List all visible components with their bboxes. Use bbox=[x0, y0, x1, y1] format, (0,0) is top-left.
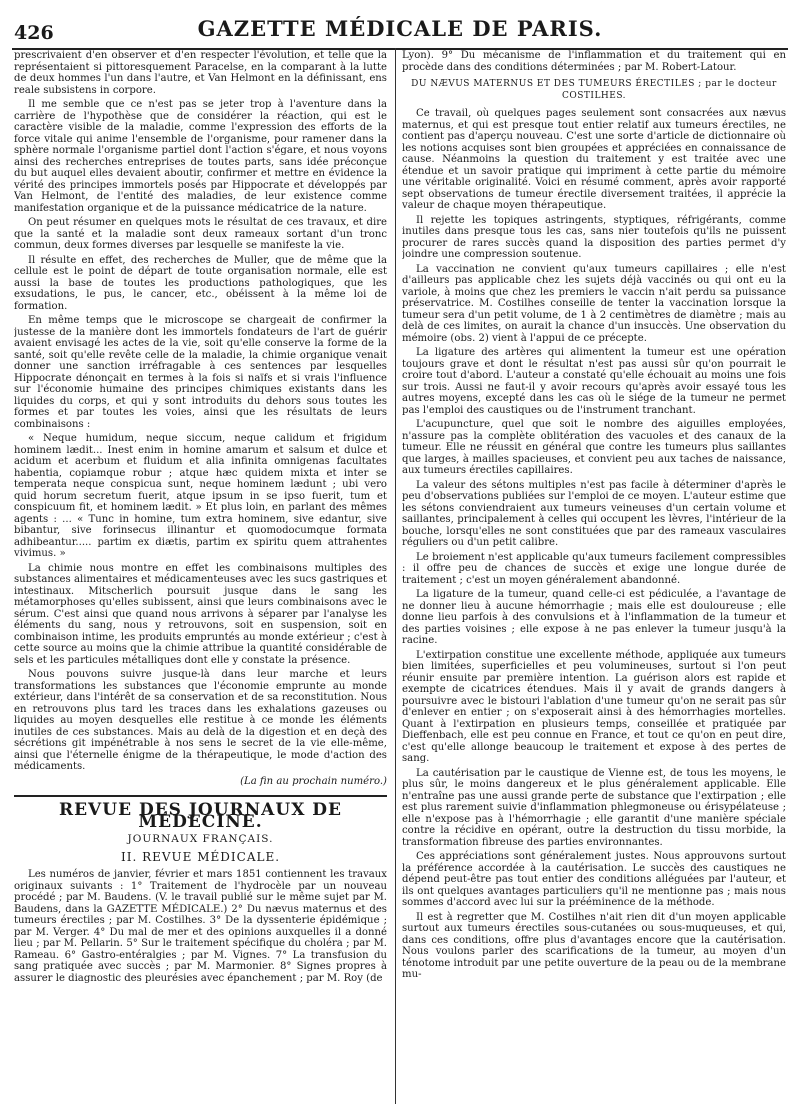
paragraph: Il est à regretter que M. Costilhes n'ait rien dit d'un moyen applicable surtout aux tumeurs érectiles sous-cutanées ou sous-muqueuses, et qui, dans ces conditions, offre plus d'avantages encore que la cautérisation. Nous voulons parler des scarifications de la tumeur, au moyen d'un ténotome introduit par une petite ouverture de la peau ou de la membrane mu- bbox=[402, 911, 786, 980]
paragraph: Lyon). 9° Du mécanisme de l'inflammation et du traitement qui en procède dans des conditions déterminées ; par M. Robert-Latour. bbox=[402, 50, 786, 73]
paragraph: Ces appréciations sont généralement justes. Nous approuvons surtout la préférence accordée à la cautérisation. Le succès des caustiques ne dépend peut-être pas tout entier des conditions alléguées par l'auteur, et ils ont quelques avantages particuliers qu'il ne mentionne pas ; mais nous sommes d'accord avec lui sur la prééminence de la méthode. bbox=[402, 851, 786, 908]
paragraph: La ligature des artères qui alimentent la tumeur est une opération toujours grave et dont le résultat n'est pas aussi sûr qu'on pourrait le croire tout d'abord. L'auteur a constaté qu'elle échouait au moins une fois sur trois. Aussi ne faut-il y avoir recours qu'après avoir essayé tous les autres moyens, excepté dans les cas où le siége de la tumeur ne permet pas l'emploi des caustiques ou de l'instrument tranchant. bbox=[402, 347, 786, 416]
section-rule bbox=[14, 795, 387, 797]
paragraph: La chimie nous montre en effet les combinaisons multiples des substances alimentaires et médicamenteuses avec les sucs gastriques et intestinaux. Mitscherlich poursuit jusque dans le sang les métamorphoses qu'elles subissent, ainsi que leurs combinaisons avec le sérum. C'est ainsi que quand nous arrivons à séparer par l'analyse les éléments du sang, nous y retrouvons, soit en suspension, soit en combinaison intime, les produits empruntés au monde extérieur ; c'est à cette source au moins que la chimie attribue la quantité considérable de sels et les particules métalliques dont elle y constate la présence. bbox=[14, 562, 387, 666]
journal-title: GAZETTE MÉDICALE DE PARIS. bbox=[197, 16, 603, 41]
paragraph: En même temps que le microscope se chargeait de confirmer la justesse de la manière dont les immortels fondateurs de l'art de guérir avaient envisagé les actes de la vie, soit qu'elle conserve la forme de la santé, soit qu'elle revête celle de la maladie, la chimie organique venait donner une sanction irréfragable à ces sentences par lesquelles Hippocrate dénonçait en termes à la fois si naïfs et si vrais l'influence sur l'économie humaine des principes chimiques existants dans les liquides du corps, et qui y sont introduits du dehors sous toutes les formes et par toutes les voies, ainsi que les résultats de leurs combinaisons : bbox=[14, 315, 387, 430]
review-title: REVUE DES JOURNAUX DE MÉDECINE. bbox=[58, 800, 343, 832]
paragraph: Le broiement n'est applicable qu'aux tumeurs facilement compressibles : il offre peu de chances de succès et exige une longue durée de traitement ; c'est un moyen généralement abandonné. bbox=[402, 551, 786, 586]
paragraph: La ligature de la tumeur, quand celle-ci est pédiculée, a l'avantage de ne donner lieu à aucune hémorrhagie ; mais elle est douloureuse ; elle donne lieu parfois à des convulsions et à l'inflammation de la tumeur et des parties voisines ; elle expose à ne pas enlever la tumeur jusqu'à la racine. bbox=[402, 589, 786, 646]
journals-subtitle: JOURNAUX FRANÇAIS. bbox=[127, 833, 274, 845]
paragraph: Il rejette les topiques astringents, styptiques, réfrigérants, comme inutiles dans presque tous les cas, sans nier toutefois qu'ils ne puissent procurer de rares succès quand la disposition des parties permet d'y joindre une compression soutenue. bbox=[402, 214, 786, 260]
paragraph: L'extirpation constitue une excellente méthode, appliquée aux tumeurs bien limitées, superficielles et peu volumineuses, surtout si l'on peut réunir ensuite par première intention. La guérison alors est rapide et exempte de cicatrices étendues. Mais il y avait de grands dangers à poursuivre avec le bistouri l'ablation d'une tumeur qu'on ne serait pas sûr d'enlever en entier ; on s'exposerait ainsi à des hémorrhagies mortelles. Quant à l'extirpation en plusieurs temps, conseillée et pratiquée par Dieffenbach, elle est peu connue en France, et tout ce qu'on en peut dire, c'est qu'elle allonge beaucoup le traitement et expose à des pertes de sang. bbox=[402, 649, 786, 764]
article-title: DU NÆVUS MATERNUS ET DES TUMEURS ÉRECTILES ; par le docteur COSTILHES. bbox=[411, 79, 777, 101]
paragraph: La vaccination ne convient qu'aux tumeurs capillaires ; elle n'est d'ailleurs pas applicable chez les sujets déjà vaccinés ou qui ont eu la variole, à moins que chez les premiers le vaccin n'ait perdu sa puissance préservatrice. M. Costilhes conseille de tenter la vaccination lorsque la tumeur sera d'un petit volume, de 1 à 2 centimètres de diamètre ; mais au delà de ces limites, on aurait la chance d'un insuccès. Une observation du mémoire (obs. 2) vient à l'appui de ce précepte. bbox=[402, 263, 786, 344]
right-column bbox=[402, 50, 786, 1102]
paragraph: Les numéros de janvier, février et mars 1851 contiennent les travaux originaux suivants : 1° Traitement de l'hydrocèle par un nouveau procédé ; par M. Baudens. (V. le travail publié sur le même sujet par M. Baudens, dans la GAZETTE MÉDICALE.) 2° Du nævus maternus et des tumeurs érectiles ; par M. Costilhes. 3° De la dyssenterie épidémique ; par M. Verger. 4° Du mal de mer et des opinions auxquelles il a donné lieu ; par M. Pellarin. 5° Sur le traitement spécifique du choléra ; par M. Rameau. 6° Gastro-entéralgies ; par M. Vignes. 7° La transfusion du sang pratiquée avec succès ; par M. Marmonier. 8° Signes propres à assurer le diagnostic des pleurésies avec épanchement ; par M. Roy (de bbox=[14, 869, 387, 984]
left-column bbox=[14, 50, 387, 1102]
paragraph: La cautérisation par le caustique de Vienne est, de tous les moyens, le plus sûr, le moins dangereux et le plus généralement applicable. Elle n'entraîne pas une aussi grande perte de substance que l'extirpation ; elle est plus rarement suivie d'inflammation phlegmoneuse ou érisypélateuse ; elle n'expose pas à l'hémorrhagie ; elle garantit d'une manière spéciale contre la récidive en opérant, outre la destruction du tissu morbide, la transformation fibreuse des parties environnantes. bbox=[402, 767, 786, 848]
page-number: 426 bbox=[14, 22, 54, 44]
paragraph: L'acupuncture, quel que soit le nombre des aiguilles employées, n'assure pas la complète oblitération des vacuoles et des canaux de la tumeur. Elle ne réussit en général que contre les tumeurs plus saillantes que larges, à mailles spacieuses, et convient peu aux taches de naissance, aux tumeurs érectiles capillaires. bbox=[402, 419, 786, 476]
paragraph: prescrivaient d'en observer et d'en respecter l'évolution, et telle que la représentaient si pittoresquement Paracelse, en la comparant à la lutte de deux hommes l'un dans l'autre, et Van Helmont en la définissant, ens reale subsistens in corpore. bbox=[14, 50, 387, 96]
page-header bbox=[12, 8, 788, 50]
latin-quote: « Neque humidum, neque siccum, neque calidum et frigidum hominem lædit... Inest enim in homine amarum et salsum et dulce et acidum et acerbum et fluidum et alia infinita omnigenas facultates habentia, copiamque robur ; atque hæc quidem mixta et inter se temperata neque conspicua sunt, neque hominem lædunt ; ubi vero quid horum secretum fuerit, atque ipsum in se ipso fuerit, tum et conspicuum fit, et hominem lædit. » Et plus loin, en parlant des mêmes agents : ... « Tunc in homine, tum extra hominem, sive edantur, sive bibantur, sive forinsecus illinantur et quomodocumque formata adhibeantur..... partim ex diætis, partim ex spiritu quem attrahentes vivimus. » bbox=[14, 433, 387, 559]
paragraph: Nous pouvons suivre jusque-là dans leur marche et leurs transformations les substances que l'économie emprunte au monde extérieur, dans l'intérêt de sa conservation et de sa reconstitution. Nous en retrouvons plus tard les traces dans les exhalations gazeuses ou liquides au moyen desquelles elle restitue à ce monde les éléments inutiles de ces substances. Mais au delà de la digestion et en deçà des sécrétions git impénétrable à nos sens le secret de la vie elle-même, ainsi que l'éternelle énigme de la thérapeutique, le mode d'action des médicaments. bbox=[14, 669, 387, 772]
paragraph: La valeur des sétons multiples n'est pas facile à déterminer d'après le peu d'observations publiées sur l'emploi de ce moyen. L'auteur estime que les sétons conviendraient aux tumeurs veineuses d'un certain volume et saillantes, principalement à celles qui occupent les lèvres, l'intérieur de la bouche, lorsqu'elles ne sont constituées que par des rameaux vasculaires réguliers ou d'un petit calibre. bbox=[402, 479, 786, 548]
column-divider bbox=[395, 48, 396, 1104]
paragraph: Ce travail, où quelques pages seulement sont consacrées aux nævus maternus, et qui est presque tout entier relatif aux tumeurs érectiles, ne contient pas d'aperçu nouveau. C'est une sorte d'article de dictionnaire où les notions acquises sont bien groupées et appréciées en connaissance de cause. Néanmoins la question du traitement y est traitée avec une étendue et un savoir pratique qui impriment à cette partie du mémoire une véritable originalité. Voici en résumé comment, après avoir rapporté sept observations de tumeur érectile diversement traitées, il apprécie la valeur de chaque moyen thérapeutique. bbox=[402, 108, 786, 211]
paragraph: Il résulte en effet, des recherches de Muller, que de même que la cellule est le point de départ de toute organisation normale, elle est aussi la base de toutes les productions pathologiques, que les exsudations, le pus, le cancer, etc., obéissent à la même loi de formation. bbox=[14, 254, 387, 312]
paragraph: Il me semble que ce n'est pas se jeter trop à l'aventure dans la carrière de l'hypothèse que de considérer la réaction, qui est le caractère visible de la maladie, comme l'expression des efforts de la force vitale qui anime l'ensemble de l'organisme, pour ramener dans la sphère normale l'organisme partiel dont l'action s'égare, et nous voyons ainsi des recherches entreprises de toutes parts, sans idée préconçue du but auquel elles devaient aboutir, confirmer et mettre en évidence la vérité des principes immortels posés par Hippocrate et développés par Van Helmont, de l'entité des maladies, de leur existence comme manifestation organique et de la puissance médicatrice de la nature. bbox=[14, 99, 387, 214]
section-title: II. REVUE MÉDICALE. bbox=[120, 849, 281, 864]
paragraph: On peut résumer en quelques mots le résultat de ces travaux, et dire que la santé et la maladie sont deux rameaux sortant d'un tronc commun, deux formes diverses par lesquelle se manifeste la vie. bbox=[14, 217, 387, 251]
continuation-note: (La fin au prochain numéro.) bbox=[240, 775, 387, 787]
